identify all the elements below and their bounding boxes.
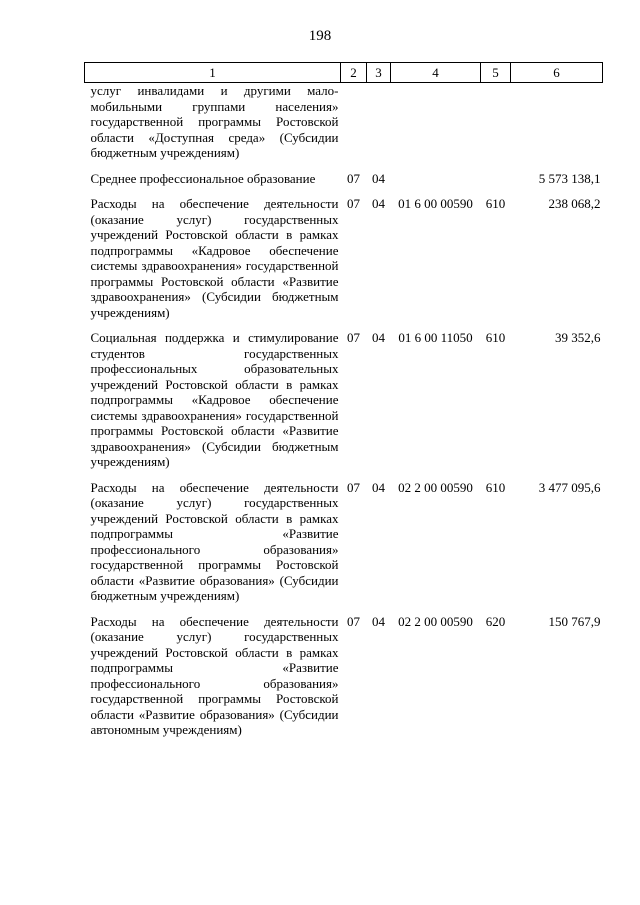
row-target-code: 01 6 00 00590: [398, 196, 473, 211]
header-col-3: 3: [367, 63, 391, 83]
row-section: 07: [347, 330, 360, 345]
row-expense-type: 610: [485, 479, 506, 495]
row-expense-type: 610: [485, 196, 506, 211]
row-subsection: 04: [372, 479, 385, 495]
row-subsection: [367, 83, 391, 161]
header-row: [85, 63, 603, 83]
row-subsection: 04: [372, 613, 385, 629]
row-description: Расходы на обеспечение деятельности (оказание услуг) государственных учреждений Ростовской области в рамках подпрограммы «Развитие профессионального образования» государственной программы Ростовской области «Развитие образования» (Субсидии бюджетным учреждениям): [90, 479, 339, 603]
row-description: Среднее профессиональное образование: [90, 170, 316, 186]
row-expense-type: [481, 83, 511, 161]
table-header: [85, 63, 603, 83]
table-row: [85, 470, 603, 604]
table-row: [85, 604, 603, 738]
budget-table: [84, 62, 603, 738]
table-row: [85, 83, 603, 161]
row-expense-type: 610: [485, 330, 506, 345]
row-amount: 238 068,2: [548, 196, 601, 211]
header-col-6: 6: [511, 63, 603, 83]
row-amount: [511, 83, 603, 161]
table-row: [85, 320, 603, 470]
row-expense-type: 620: [485, 613, 506, 629]
row-amount: 5 573 138,1: [538, 170, 601, 186]
row-description: Расходы на обеспечение деятельности (оказание услуг) государственных учреждений Ростовской области в рамках подпрограммы «Кадровое обеспечение системы здравоохранения» государственной программы Ростовской области «Развитие здравоохранения» (Субсидии бюджетным учреждениям): [90, 196, 339, 320]
page-number: 198: [308, 28, 332, 44]
row-subsection: 04: [372, 170, 385, 186]
row-subsection: 04: [372, 196, 385, 211]
row-section: 07: [347, 196, 360, 211]
row-amount: 3 477 095,6: [538, 479, 601, 495]
row-section: [341, 83, 367, 161]
header-col-4: 4: [391, 63, 481, 83]
row-description: Расходы на обеспечение деятельности (оказание услуг) государственных учреждений Ростовской области в рамках подпрограммы «Развитие профессионального образования» государственной программы Ростовской области «Развитие образования» (Субсидии автономным учреждениям): [90, 613, 339, 737]
row-target-code: 02 2 00 00590: [398, 479, 473, 495]
row-description: Социальная поддержка и стимулирование студентов государственных профессиональных образовательных учреждений Ростовской области в рамках подпрограммы «Кадровое обеспечение системы здравоохранения» государственной программы Ростовской области «Развитие здравоохранения» (Субсидии бюджетным учреждениям): [90, 330, 339, 469]
header-col-5: 5: [481, 63, 511, 83]
row-target-code: [391, 161, 481, 187]
row-target-code: 02 2 00 00590: [398, 613, 473, 629]
row-subsection: 04: [372, 330, 385, 345]
table-body: [85, 83, 603, 738]
table-row: [85, 186, 603, 320]
row-expense-type: [481, 161, 511, 187]
row-description: услуг инвалидами и другими маломобильными группами населения» государственной программы Ростовской области «Доступная среда» (Субсидии бюджетным учреждениям): [90, 83, 339, 160]
row-section: 07: [347, 479, 360, 495]
header-col-1: 1: [85, 63, 341, 83]
row-amount: 150 767,9: [548, 613, 601, 629]
table-row: [85, 161, 603, 187]
header-col-2: 2: [341, 63, 367, 83]
row-target-code: 01 6 00 11050: [398, 330, 473, 345]
row-section: 07: [347, 613, 360, 629]
row-section: 07: [347, 170, 360, 186]
row-amount: 39 352,6: [555, 330, 601, 345]
row-target-code: [391, 83, 481, 161]
